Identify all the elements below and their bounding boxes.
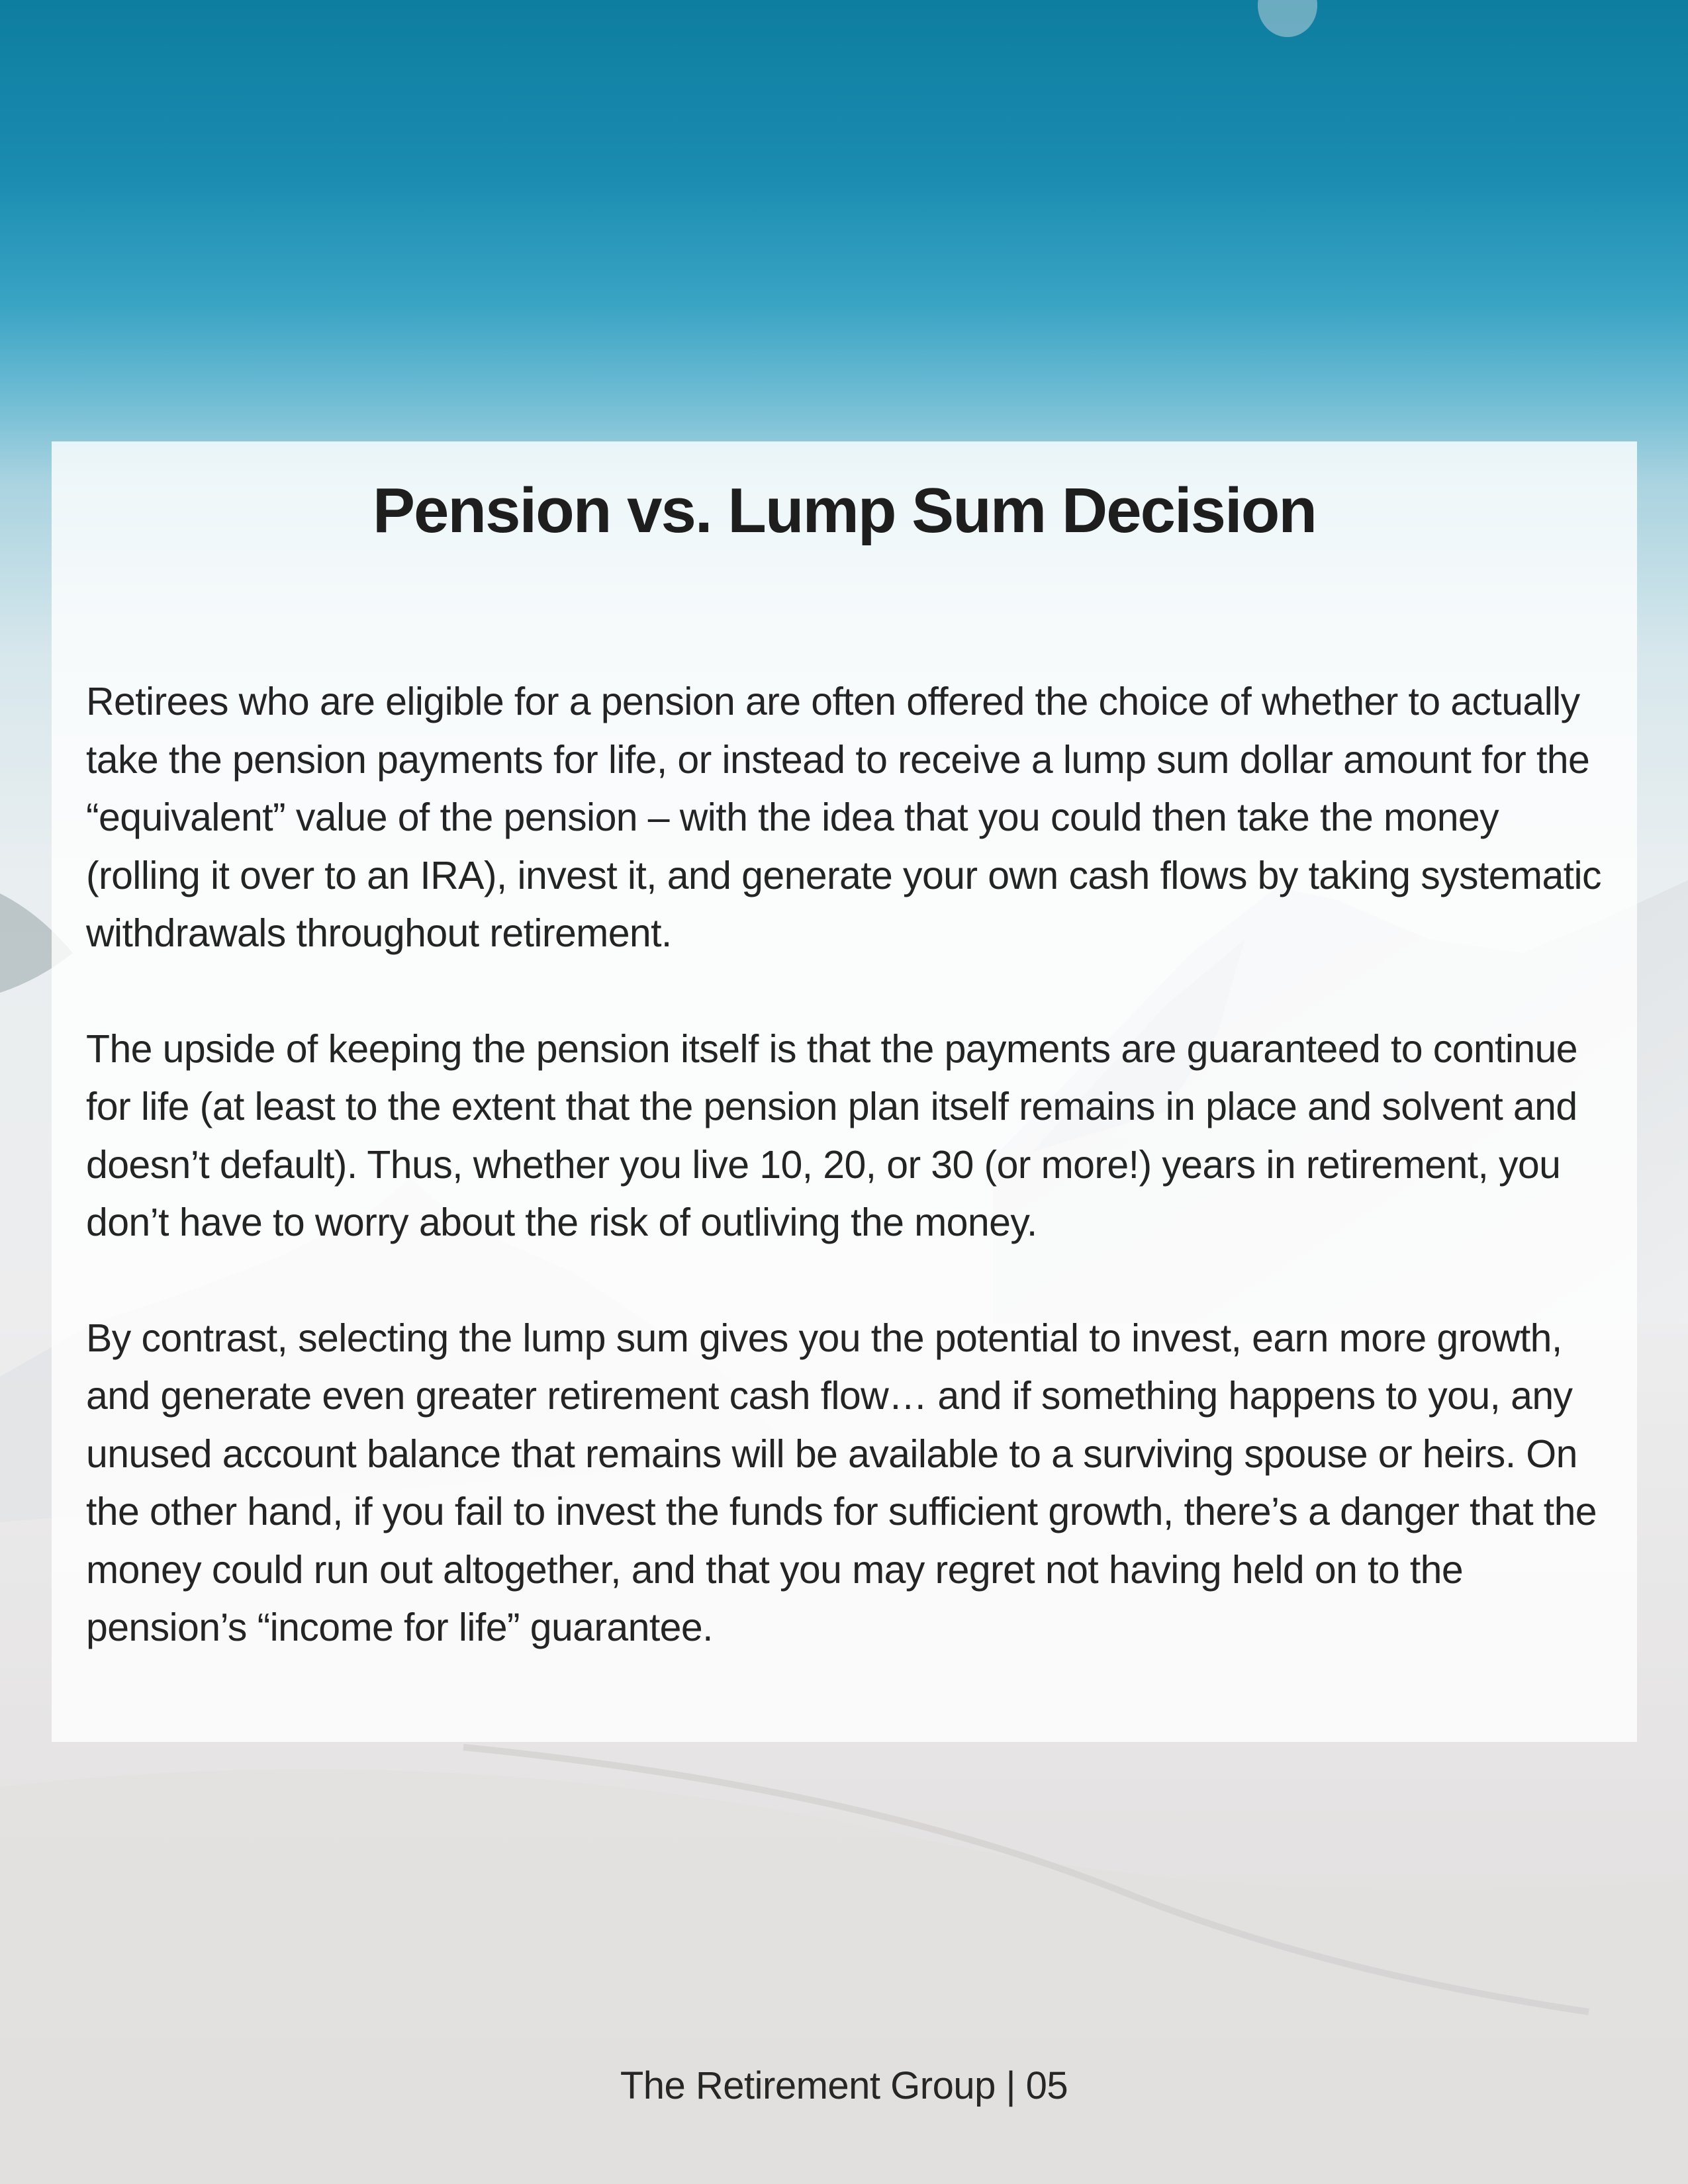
page-footer: The Retirement Group | 05: [620, 2064, 1068, 2107]
paragraph-2: The upside of keeping the pension itself is that the payments are guaranteed to continue for life (at least to the extent that the pension plan itself remains in place and solvent and doesn’t default). Thus, whether you live 10, 20, or 30 (or more!) years in retirement, you don’t have to worry about the risk of outliving the money.: [86, 1026, 1578, 1244]
page-title: Pension vs. Lump Sum Decision: [373, 475, 1316, 546]
paragraph-3: By contrast, selecting the lump sum gives you the potential to invest, earn more growth, and generate even greater retirement cash flow… and if something happens to you, any unused account balance that remains will be available to a surviving spouse or heirs. On the other hand, if you fail to invest the funds for sufficient growth, there’s a danger that the money could run out altogether, and that you may regret not having held on to the pension’s “income for life” guarantee.: [86, 1316, 1597, 1649]
snow-slope: [0, 1769, 1688, 2184]
paragraph-1: Retirees who are eligible for a pension are often offered the choice of whether to actually take the pension payments for life, or instead to receive a lump sum dollar amount for the “equivalent” value of the pension – with the idea that you could then take the money (rolling it over to an IRA), invest it, and generate your own cash flows by taking systematic withdrawals throughout retirement.: [86, 680, 1601, 955]
content-panel: [52, 441, 1637, 1742]
moon-shape: [1258, 0, 1317, 37]
body-text: [86, 673, 1622, 1715]
